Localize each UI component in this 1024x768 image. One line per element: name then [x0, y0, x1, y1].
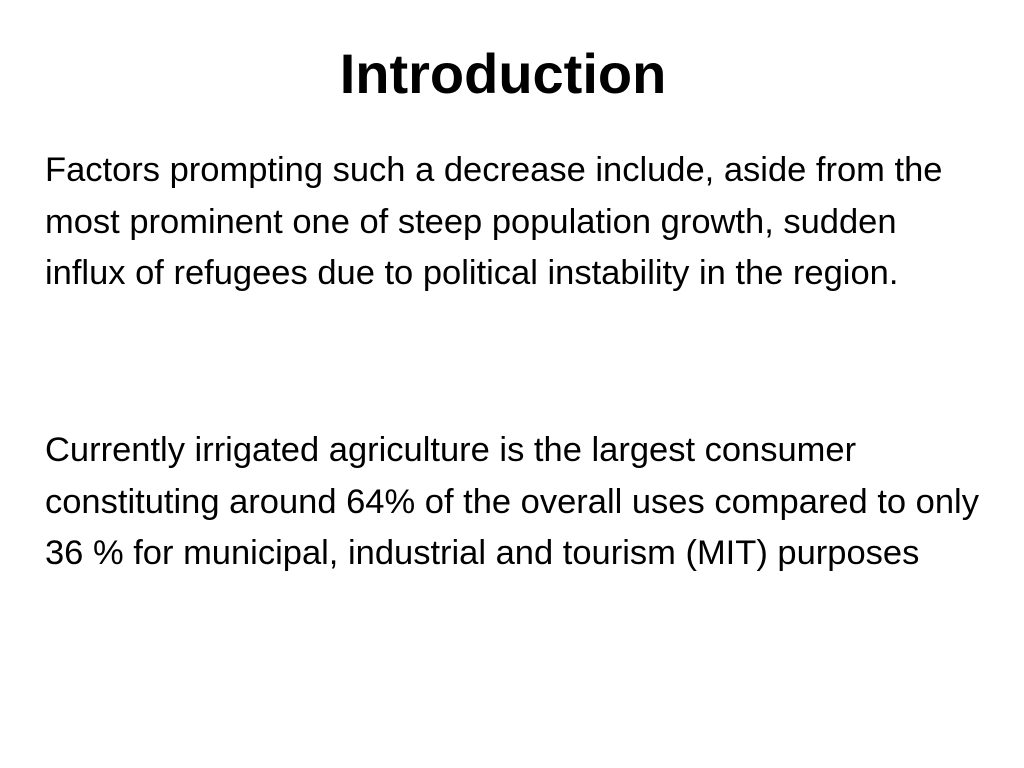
- slide-title: Introduction: [339, 42, 667, 105]
- body-paragraph-2: Currently irrigated agriculture is the largest consumer constituting around 64% of the overall uses compared to only 36 % for municipal, industrial and tourism (MIT) purposes: [45, 431, 979, 572]
- body-paragraph-1: Factors prompting such a decrease include, aside from the most prominent one of steep population growth, sudden influx of refugees due to political instability in the region.: [45, 151, 943, 292]
